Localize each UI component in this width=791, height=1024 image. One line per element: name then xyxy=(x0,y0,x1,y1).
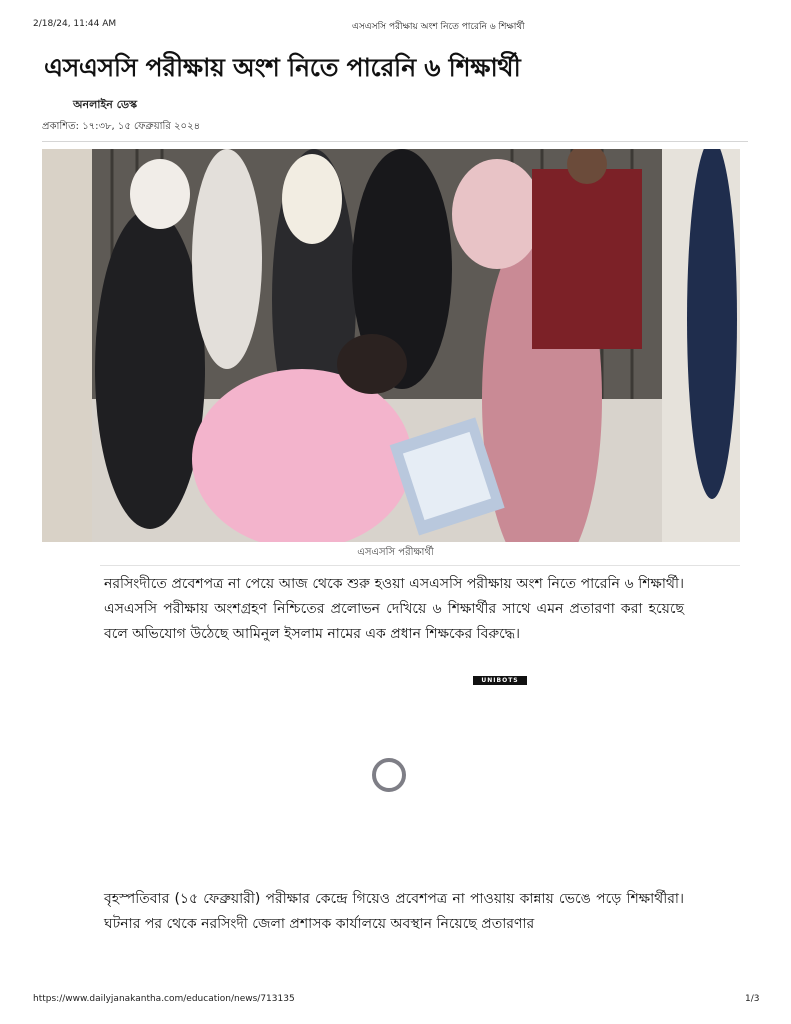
byline: অনলাইন ডেস্ক xyxy=(73,98,138,111)
page-url: https://www.dailyjanakantha.com/education/news/713135 xyxy=(33,994,295,1004)
photo-illustration xyxy=(42,149,740,542)
ad-label: UNIBOTS xyxy=(473,676,527,685)
print-header-title: এসএসসি পরীক্ষায় অংশ নিতে পারেনি ৬ শিক্ষার্থী xyxy=(352,22,525,32)
divider xyxy=(100,565,740,566)
image-caption: এসএসসি পরীক্ষার্থী xyxy=(357,547,434,558)
page-number: 1/3 xyxy=(745,994,760,1004)
divider xyxy=(42,141,748,142)
loading-spinner-icon xyxy=(372,758,406,792)
article-headline: এসএসসি পরীক্ষায় অংশ নিতে পারেনি ৬ শিক্ষার্থী xyxy=(44,53,521,82)
article-paragraph: বৃহস্পতিবার (১৫ ফেব্রুয়ারী) পরীক্ষার কেন্দ্রে গিয়েও প্রবেশপত্র না পাওয়ায় কান্নায় ভেঙে পড়ে শিক্ষার্থীরা। ঘটনার পর থেকে নরসিংদী জেলা প্রশাসক কার্যালয়ে অবস্থান নিয়েছে প্রতারণার xyxy=(104,891,684,932)
article-photo xyxy=(42,149,740,542)
published-date: প্রকাশিত: ১৭:৩৮, ১৫ ফেব্রুয়ারি ২০২৪ xyxy=(42,121,201,132)
article-paragraph: নরসিংদীতে প্রবেশপত্র না পেয়ে আজ থেকে শুরু হওয়া এসএসসি পরীক্ষায় অংশ নিতে পারেনি ৬ শিক্ষার্থী। এসএসসি পরীক্ষায় অংশগ্রহণ নিশ্চিতের প্রলোভন দেখিয়ে ৬ শিক্ষার্থীর সাথে এমন প্রতারণা করা হয়েছে বলে অভিযোগ উঠেছে আমিনুল ইসলাম নামের এক প্রধান শিক্ষকের বিরুদ্ধে। xyxy=(104,576,684,642)
print-datetime: 2/18/24, 11:44 AM xyxy=(33,19,117,29)
